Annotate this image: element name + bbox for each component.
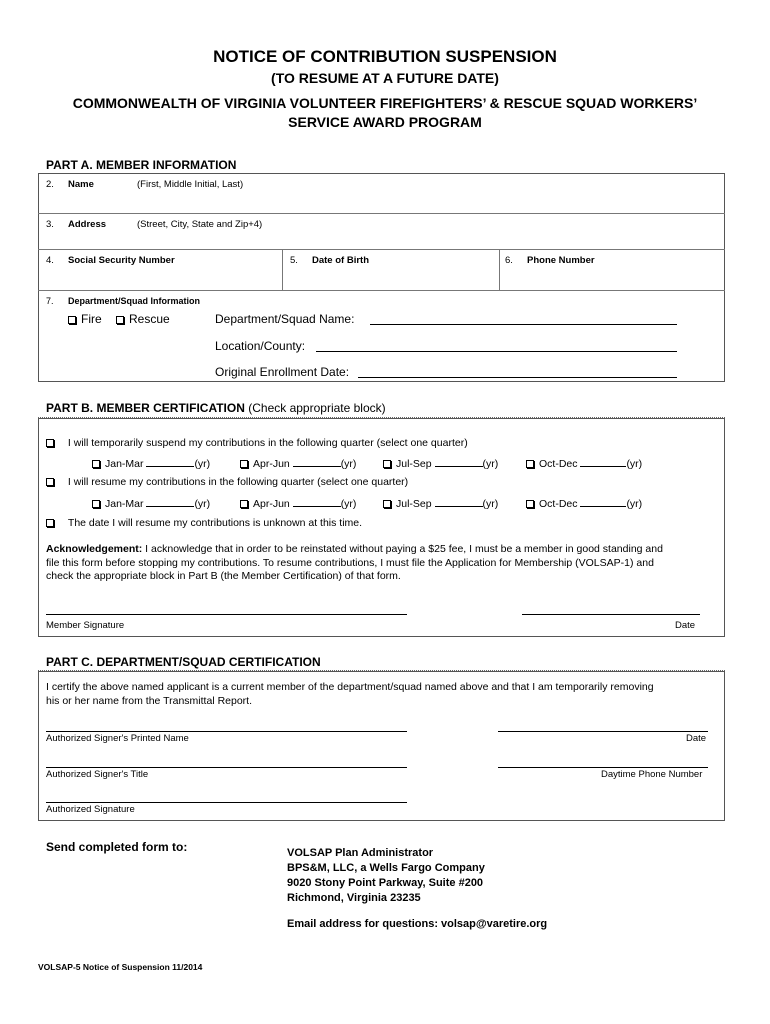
mailing-address [287, 846, 485, 906]
suspend-q2-checkbox[interactable] [240, 460, 248, 468]
suspend-q2[interactable]: Apr-Jun (yr) [240, 456, 356, 470]
dept-name-field[interactable] [370, 324, 677, 325]
signer-date-label: Date [686, 733, 707, 744]
fire-option[interactable]: Fire [68, 312, 102, 326]
suspend-option[interactable]: I will temporarily suspend my contributions in the following quarter (select one quarter) [46, 437, 468, 449]
suspend-q1[interactable]: Jan-Mar (yr) [92, 456, 210, 470]
enrollment-label: Original Enrollment Date: [215, 365, 350, 379]
signer-title-label: Authorized Signer's Title [46, 769, 149, 780]
address-line2: BPS&M, LLC, a Wells Fargo Company [287, 862, 485, 874]
signer-title-field[interactable] [46, 767, 407, 768]
address-label: Address [68, 219, 107, 230]
printed-name-label: Authorized Signer's Printed Name [46, 733, 189, 744]
name-number: 2. [46, 179, 54, 190]
member-signature-label: Member Signature [46, 620, 125, 631]
address-line3: 9020 Stony Point Parkway, Suite #200 [287, 877, 484, 889]
suspend-checkbox[interactable] [46, 439, 54, 447]
member-signature-field[interactable] [46, 614, 407, 615]
part-a-heading: PART A. MEMBER INFORMATION [46, 158, 237, 172]
signer-date-field[interactable] [498, 731, 708, 732]
rescue-checkbox[interactable] [116, 316, 124, 324]
dob-label: Date of Birth [312, 255, 369, 266]
part-b-heading: PART B. MEMBER CERTIFICATION (Check appropriate block) [46, 401, 386, 415]
address-hint: (Street, City, State and Zip+4) [137, 219, 263, 230]
rescue-option[interactable]: Rescue [116, 312, 170, 326]
certification-line1: I certify the above named applicant is a current member of the department/squad named above and that I am temporarily removing [46, 681, 654, 693]
suspend-q4[interactable]: Oct-Dec (yr) [526, 456, 642, 470]
address-line1: VOLSAP Plan Administrator [287, 847, 434, 859]
member-date-label: Date [675, 620, 696, 631]
resume-q1[interactable]: Jan-Mar (yr) [92, 496, 210, 510]
suspend-q4-checkbox[interactable] [526, 460, 534, 468]
daytime-phone-field[interactable] [498, 767, 708, 768]
resume-q1-checkbox[interactable] [92, 500, 100, 508]
acknowledgement [46, 543, 726, 584]
resume-q2-checkbox[interactable] [240, 500, 248, 508]
resume-q3[interactable]: Jul-Sep (yr) [383, 496, 498, 510]
program-name-line2: SERVICE AWARD PROGRAM [288, 114, 482, 130]
authorized-signature-label: Authorized Signature [46, 804, 135, 815]
form-title: NOTICE OF CONTRIBUTION SUSPENSION [213, 47, 557, 66]
dob-field[interactable] [284, 268, 497, 288]
certification-text [46, 681, 654, 708]
part-b-note: (Check appropriate block) [248, 401, 386, 415]
authorized-signature-field[interactable] [46, 802, 407, 803]
dob-number: 5. [290, 255, 298, 266]
ssn-field[interactable] [40, 268, 280, 288]
phone-field[interactable] [501, 268, 723, 288]
part-c-heading: PART C. DEPARTMENT/SQUAD CERTIFICATION [46, 655, 321, 669]
suspend-q3[interactable]: Jul-Sep (yr) [383, 456, 498, 470]
phone-number-num: 6. [505, 255, 513, 266]
form-subtitle: (TO RESUME AT A FUTURE DATE) [271, 70, 499, 86]
location-label: Location/County: [215, 339, 306, 353]
fire-checkbox[interactable] [68, 316, 76, 324]
program-name-line1: COMMONWEALTH OF VIRGINIA VOLUNTEER FIREFIGHTERS’ & RESCUE SQUAD WORKERS’ [72, 95, 698, 111]
resume-q2[interactable]: Apr-Jun (yr) [240, 496, 356, 510]
resume-option[interactable]: I will resume my contributions in the following quarter (select one quarter) [46, 476, 408, 488]
resume-checkbox[interactable] [46, 478, 54, 486]
resume-q4-checkbox[interactable] [526, 500, 534, 508]
acknowledgement-line2: file this form before stopping my contributions. To resume contributions, I must file the Application for Membership (VOLSAP-1) and [46, 556, 654, 569]
member-date-field[interactable] [522, 614, 700, 615]
suspend-q3-checkbox[interactable] [383, 460, 391, 468]
certification-line2: his or her name from the Transmittal Report. [46, 694, 252, 707]
resume-q3-checkbox[interactable] [383, 500, 391, 508]
address-number: 3. [46, 219, 54, 230]
ssn-label: Social Security Number [68, 255, 175, 266]
enrollment-field[interactable] [358, 377, 677, 378]
name-label: Name [68, 179, 94, 190]
dept-number: 7. [46, 296, 54, 306]
dept-label: Department/Squad Information [68, 296, 201, 306]
acknowledgement-line1: Acknowledgement: I acknowledge that in order to be reinstated without paying a $25 fee, I must be a member in good standing and [46, 543, 663, 555]
name-field[interactable] [40, 192, 723, 212]
form-footer: VOLSAP-5 Notice of Suspension 11/2014 [38, 962, 203, 972]
resume-q4[interactable]: Oct-Dec (yr) [526, 496, 642, 510]
dept-name-label: Department/Squad Name: [215, 312, 355, 326]
name-hint: (First, Middle Initial, Last) [137, 179, 244, 190]
printed-name-field[interactable] [46, 731, 407, 732]
address-line4: Richmond, Virginia 23235 [287, 892, 421, 904]
send-label: Send completed form to: [46, 840, 188, 854]
address-field[interactable] [40, 232, 723, 248]
unknown-checkbox[interactable] [46, 519, 54, 527]
daytime-phone-label: Daytime Phone Number [601, 769, 703, 780]
ssn-number: 4. [46, 255, 54, 266]
email-line: Email address for questions: volsap@varetire.org [287, 918, 548, 930]
acknowledgement-line3: check the appropriate block in Part B (the Member Certification) of that form. [46, 570, 401, 582]
unknown-option[interactable]: The date I will resume my contributions is unknown at this time. [46, 517, 362, 529]
suspend-q1-checkbox[interactable] [92, 460, 100, 468]
location-field[interactable] [316, 351, 677, 352]
phone-label: Phone Number [527, 255, 595, 266]
